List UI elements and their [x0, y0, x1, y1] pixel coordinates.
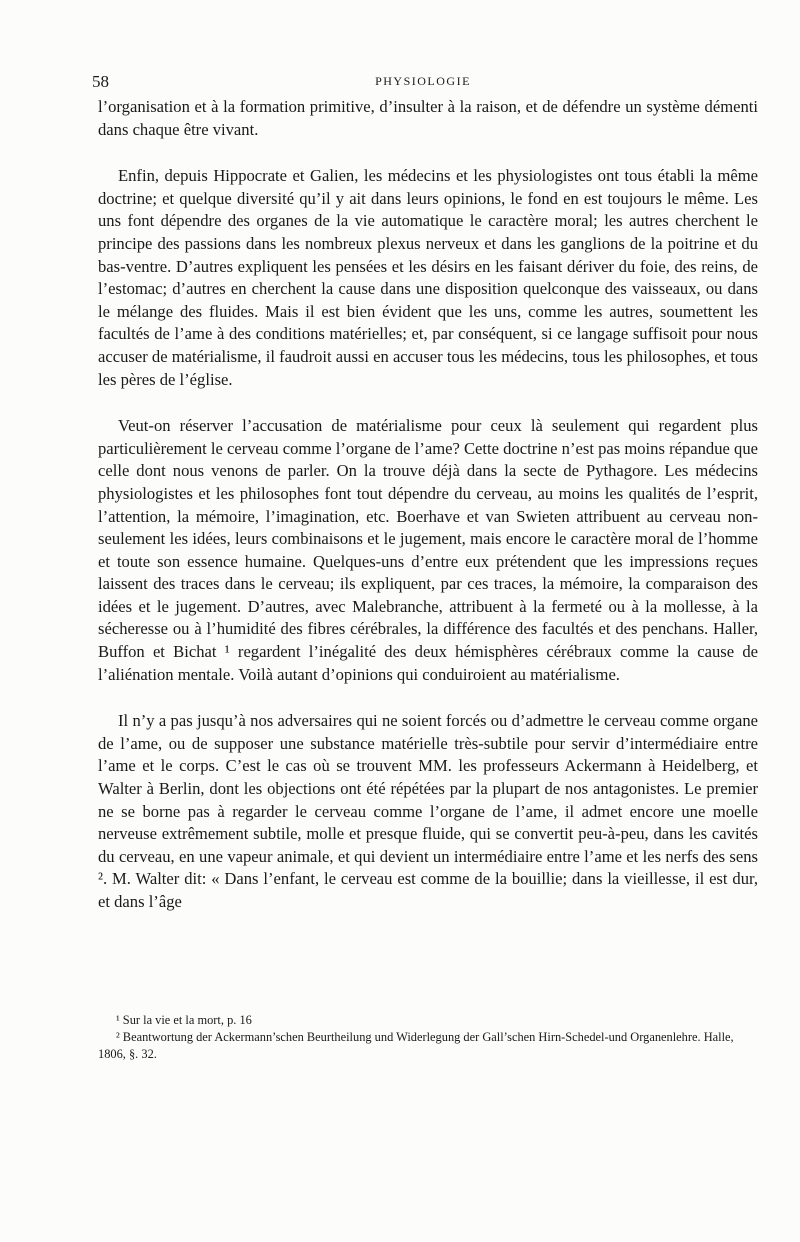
running-title: PHYSIOLOGIE — [375, 74, 471, 88]
paragraph: Veut-on réserver l’accusation de matérialisme pour ceux là seulement qui regardent plus particulièrement le cerveau comme l’organe de l’ame? Cette doctrine n’est pas moins répandue que celle dont nous venons de parler. On la trouve déjà dans la secte de Pythagore. Les médecins physiologistes et les philosophes font tout dépendre du cerveau, au moins les qualités de l’esprit, l’attention, la mémoire, l’imagination, etc. Boerhave et van Swieten attribuent au cerveau non-seulement les idées, leurs combinaisons et le jugement, mais encore le caractère moral de l’homme et toute son essence humaine. Quelques-uns d’entre eux prétendent que les impressions reçues laissent des traces dans le cerveau; ils expliquent, par ces traces, la mémoire, la comparaison des idées et le jugement. D’autres, avec Malebranche, attribuent à la fermeté ou à la mollesse, à la sécheresse ou à l’humidité des fibres cérébrales, la différence des facultés et des penchans. Haller, Buffon et Bichat ¹ regardent l’inégalité des deux hémisphères cérébraux comme la cause de l’aliénation mentale. Voilà autant d’opinions qui conduiroient au matérialisme. — [98, 416, 758, 684]
page-header — [92, 72, 754, 94]
paragraph-continuation: l’organisation et à la formation primitive, d’insulter à la raison, et de défendre un système démenti dans chaque être vivant. — [98, 97, 758, 139]
footnote: ¹ Sur la vie et la mort, p. 16 — [116, 1013, 252, 1027]
footnotes — [98, 1012, 758, 1063]
paragraph: Enfin, depuis Hippocrate et Galien, les médecins et les physiologistes ont tous établi la même doctrine; et quelque diversité qu’il y ait dans leurs opinions, le fond en est toujours le même. Les uns font dépendre des organes de la vie automatique le caractère moral; les autres cherchent le principe des passions dans les nombreux plexus nerveux et dans les ganglions de la poitrine et du bas-ventre. D’autres expliquent les pensées et les désirs en les faisant dériver du foie, des reins, de l’estomac; d’autres en cherchent la cause dans une disposition quelconque des vaisseaux, ou dans le mélange des fluides. Mais il est bien évident que les uns, comme les autres, soumettent les facultés de l’ame à des conditions matérielles; et, par conséquent, si ce langage suffisoit pour nous accuser de matérialisme, il faudroit aussi en accuser tous les médecins, tous les philosophes, et tous les pères de l’église. — [98, 166, 758, 389]
body-text — [98, 96, 758, 914]
paragraph: Il n’y a pas jusqu’à nos adversaires qui ne soient forcés ou d’admettre le cerveau comme organe de l’ame, ou de supposer une substance matérielle très-subtile pour servir d’intermédiaire entre l’ame et le corps. C’est le cas où se trouvent MM. les professeurs Ackermann à Heidelberg, et Walter à Berlin, dont les objections ont été répétées par la plupart de nos antagonistes. Le premier ne se borne pas à regarder le cerveau comme l’organe de l’ame, il admet encore une moelle nerveuse extrêmement subtile, molle et presque fluide, qui se convertit peu-à-peu, dans les cavités du cerveau, en une vapeur animale, et qui devient un intermédiaire entre l’ame et les nerfs des sens ². M. Walter dit: « Dans l’enfant, le cerveau est comme de la bouillie; dans la vieillesse, il est dur, et dans l’âge — [98, 711, 758, 911]
footnote: ² Beantwortung der Ackermann’schen Beurtheilung und Widerlegung der Gall’schen Hirn-Schedel-und Organenlehre. Halle, 1806, §. 32. — [98, 1030, 734, 1061]
page-number: 58 — [92, 72, 109, 91]
